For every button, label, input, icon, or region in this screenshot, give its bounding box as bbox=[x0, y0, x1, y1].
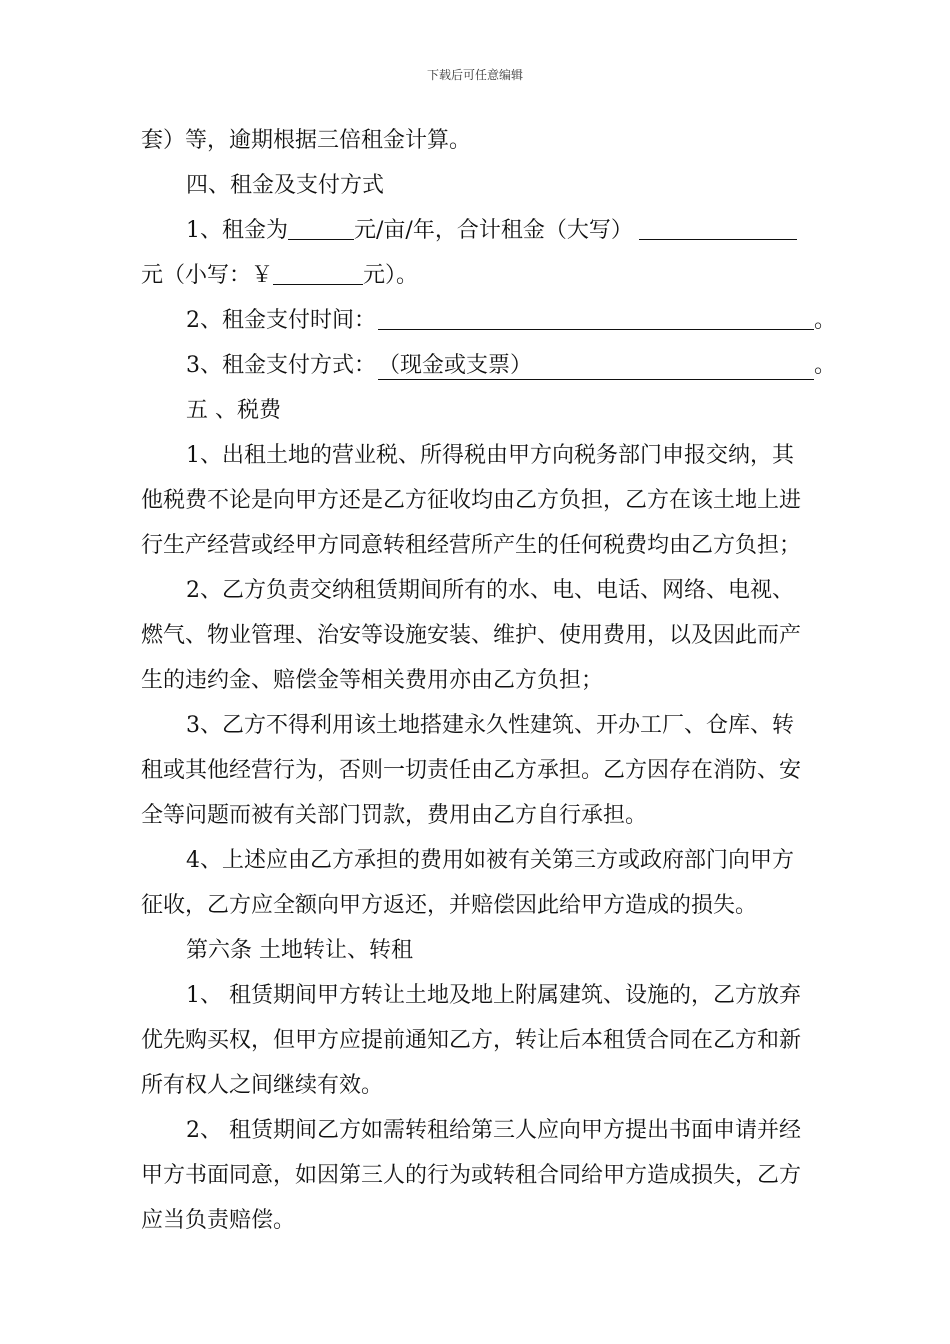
paragraph-line: 1、出租土地的营业税、所得税由甲方向税务部门申报交纳，其 bbox=[186, 443, 794, 468]
rent-amount-label: 1、租金为 bbox=[186, 218, 288, 243]
payment-method-label: 3、租金支付方式： bbox=[186, 353, 376, 378]
rent-amount-line bbox=[141, 208, 823, 253]
paragraph-line: 2、 租赁期间乙方如需转租给第三人应向甲方提出书面申请并经 bbox=[186, 1118, 801, 1143]
section-heading-rent-payment: 四、租金及支付方式 bbox=[186, 173, 385, 198]
paragraph-line: 行生产经营或经甲方同意转租经营所产生的任何税费均由乙方负担； bbox=[141, 533, 802, 558]
paragraph-line: 全等问题而被有关部门罚款，费用由乙方自行承担。 bbox=[141, 803, 648, 828]
rent-unit-label: 元/亩/年，合计租金（大写） bbox=[354, 218, 633, 243]
rent-total-capital-blank[interactable] bbox=[639, 213, 797, 240]
payment-method-end: 。 bbox=[814, 353, 837, 378]
payment-method-line bbox=[141, 343, 837, 388]
document-body bbox=[141, 118, 837, 1243]
rent-amount-line-2 bbox=[141, 253, 823, 298]
page-header-note: 下载后可任意编辑 bbox=[426, 68, 523, 82]
paragraph-line: 他税费不论是向甲方还是乙方征收均由乙方负担，乙方在该土地上进 bbox=[141, 488, 802, 513]
payment-time-blank[interactable] bbox=[378, 303, 814, 330]
paragraph-line: 2、乙方负责交纳租赁期间所有的水、电、电话、网络、电视、 bbox=[186, 578, 794, 603]
payment-method-value: （现金或支票） bbox=[378, 353, 533, 378]
rent-lowercase-end: 元）。 bbox=[363, 263, 419, 288]
paragraph-line: 生的违约金、赔偿金等相关费用亦由乙方负担； bbox=[141, 668, 604, 693]
payment-time-end: 。 bbox=[814, 308, 837, 333]
paragraph-line: 燃气、物业管理、治安等设施安装、维护、使用费用，以及因此而产 bbox=[141, 623, 802, 648]
payment-time-line bbox=[141, 298, 837, 343]
paragraph-line: 所有权人之间继续有效。 bbox=[141, 1073, 384, 1098]
section-heading-transfer: 第六条 土地转让、转租 bbox=[186, 938, 413, 963]
paragraph-line: 租或其他经营行为，否则一切责任由乙方承担。乙方因存在消防、安 bbox=[141, 758, 802, 783]
rent-per-mu-blank[interactable] bbox=[288, 213, 354, 240]
paragraph-line: 3、乙方不得利用该土地搭建永久性建筑、开办工厂、仓库、转 bbox=[186, 713, 794, 738]
paragraph-line: 征收，乙方应全额向甲方返还，并赔偿因此给甲方造成的损失。 bbox=[141, 893, 758, 918]
paragraph-line: 甲方书面同意，如因第三人的行为或转租合同给甲方造成损失，乙方 bbox=[141, 1163, 802, 1188]
paragraph-line: 套）等，逾期根据三倍租金计算。 bbox=[141, 128, 472, 153]
paragraph-line: 优先购买权，但甲方应提前通知乙方，转让后本租赁合同在乙方和新 bbox=[141, 1028, 802, 1053]
payment-method-field[interactable] bbox=[378, 353, 814, 380]
paragraph-line: 1、 租赁期间甲方转让土地及地上附属建筑、设施的，乙方放弃 bbox=[186, 983, 801, 1008]
rent-total-lowercase-blank[interactable] bbox=[273, 258, 363, 285]
section-heading-taxes: 五 、税费 bbox=[186, 398, 281, 423]
payment-time-label: 2、租金支付时间： bbox=[186, 308, 376, 333]
paragraph-line: 应当负责赔偿。 bbox=[141, 1208, 296, 1233]
paragraph-line: 4、上述应由乙方承担的费用如被有关第三方或政府部门向甲方 bbox=[186, 848, 794, 873]
rent-lowercase-label: 元（小写：￥ bbox=[141, 263, 274, 288]
